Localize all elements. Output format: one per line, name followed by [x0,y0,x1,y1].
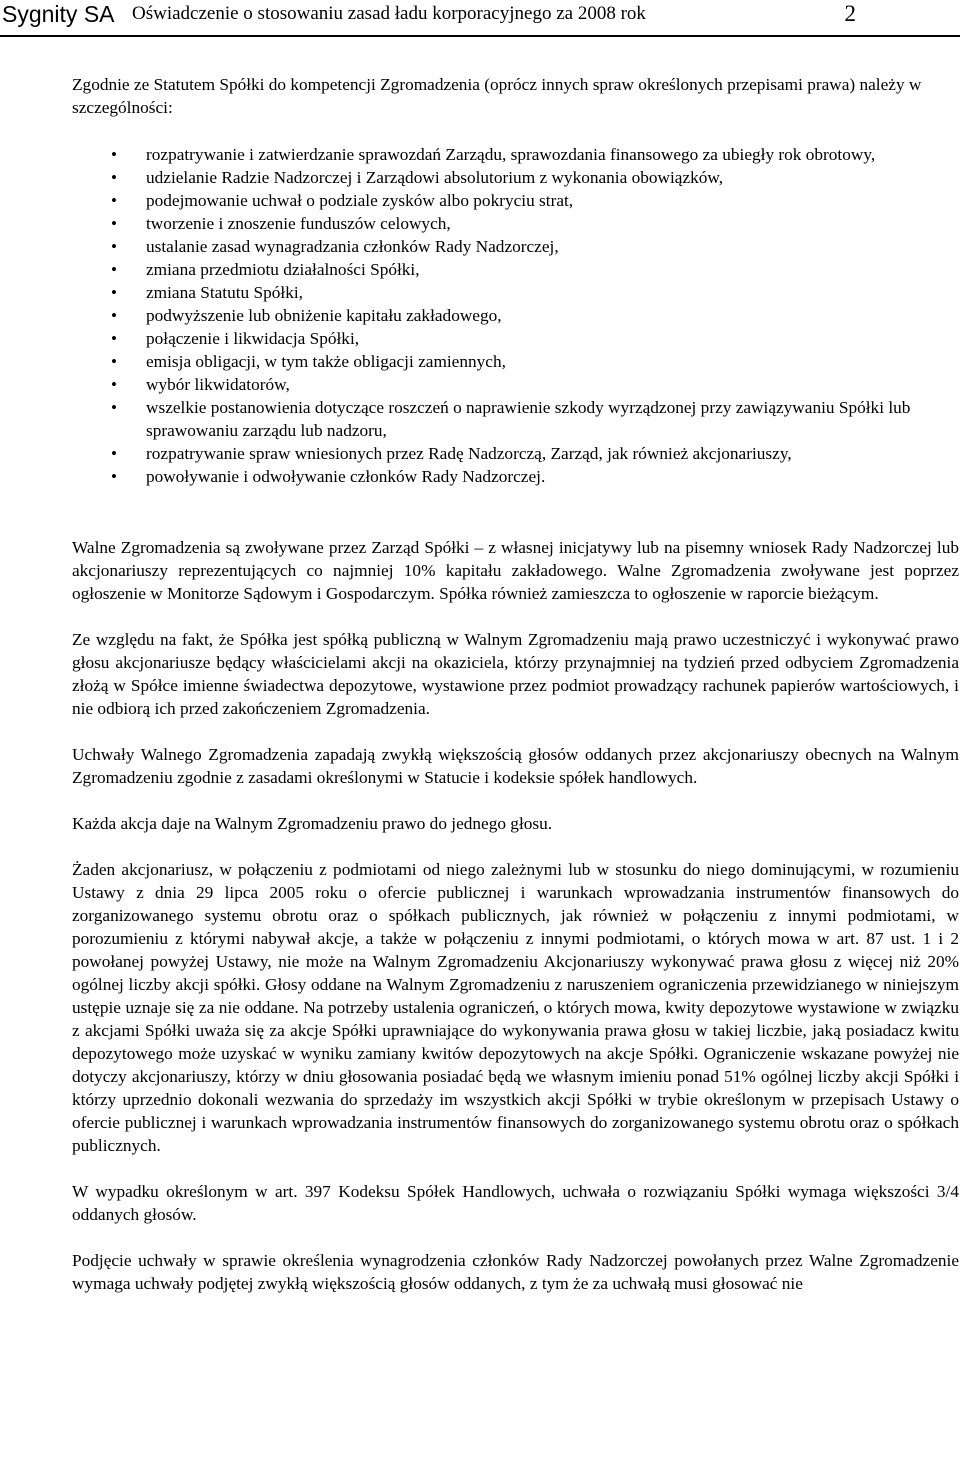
list-item: • połączenie i likwidacja Spółki, [72,327,959,350]
paragraph-one-share-one-vote: Każda akcja daje na Walnym Zgromadzeniu prawo do jednego głosu. [72,814,553,833]
paragraph-dissolution: W wypadku określonym w art. 397 Kodeksu Spółek Handlowych, uchwała o rozwiązaniu Spółki wymaga większości 3/4 oddanych głosów. [72,1182,959,1224]
page-number: 2 [844,1,856,26]
list-item: • wybór likwidatorów, [72,373,959,396]
list-item: • rozpatrywanie spraw wniesionych przez Radę Nadzorczą, Zarząd, jak również akcjonariuszy, [72,442,959,465]
list-item: • wszelkie postanowienia dotyczące roszczeń o naprawienie szkody wyrządzonej przy zawiązywaniu Spółki lub sprawowaniu zarządu lub nadzoru, [72,396,959,442]
list-item: • emisja obligacji, w tym także obligacji zamiennych, [72,350,959,373]
paragraph-resolutions: Uchwały Walnego Zgromadzenia zapadają zwykłą większością głosów oddanych przez akcjonariuszy obecnych na Walnym Zgromadzeniu zgodnie z zasadami określonymi w Statucie i kodeksie spółek handlowych. [72,745,959,787]
list-item: • tworzenie i znoszenie funduszów celowych, [72,212,959,235]
list-item: • zmiana przedmiotu działalności Spółki, [72,258,959,281]
competence-list [72,143,959,488]
paragraph-remuneration: Podjęcie uchwały w sprawie określenia wynagrodzenia członków Rady Nadzorczej powołanych przez Walne Zgromadzenie wymaga uchwały podjętej zwykłą większością głosów oddanych, z tym że za uchwałą musi głosować nie [72,1251,959,1293]
list-item: • ustalanie zasad wynagradzania członków Rady Nadzorczej, [72,235,959,258]
list-item: • rozpatrywanie i zatwierdzanie sprawozdań Zarządu, sprawozdania finansowego za ubiegły rok obrotowy, [72,143,959,166]
paragraph-participation: Ze względu na fakt, że Spółka jest spółką publiczną w Walnym Zgromadzeniu mają prawo uczestniczyć i wykonywać prawo głosu akcjonariusze będący właścicielami akcji na okaziciela, którzy przynajmniej na tydzień przed odbyciem Zgromadzenia złożą w Spółce imienne świadectwa depozytowe, wystawione przez podmiot prowadzący rachunek papierów wartościowych, i nie odbiorą ich przed zakończeniem Zgromadzenia. [72,630,959,718]
document-body [72,73,959,1318]
company-name: Sygnity SA [2,1,115,27]
paragraph-voting-limit: Żaden akcjonariusz, w połączeniu z podmiotami od niego zależnymi lub w stosunku do niego dominującymi, w rozumieniu Ustawy z dnia 29 lipca 2005 roku o ofercie publicznej i warunkach wprowadzania instrumentów finansowych do zorganizowanego systemu obrotu oraz o spółkach publicznych, jak również w połączeniu z innymi podmiotami, w porozumieniu z którymi nabywał akcje, a także w połączeniu z innymi podmiotami, o których mowa w art. 87 ust. 1 i 2 powołanej powyżej Ustawy, nie może na Walnym Zgromadzeniu Akcjonariuszy wykonywać prawa głosu z więcej niż 20% ogólnej liczby akcji spółki. Głosy oddane na Walnym Zgromadzeniu z naruszeniem ograniczenia przewidzianego w niniejszym ustępie uznaje się za nie oddane. Na potrzeby ustalenia ograniczeń, o których mowa, kwity depozytowe wystawione w związku z akcjami Spółki uważa się za akcje Spółki uprawniające do wykonywania prawa głosu w takiej liczbie, jaką posiadacz kwitu depozytowego może uzyskać w wyniku zamiany kwitów depozytowych na akcje Spółki. Ograniczenie wskazane powyżej nie dotyczy akcjonariuszy, którzy w dniu głosowania posiadać będą we własnym imieniu ponad 51% ogólnej liczby akcji Spółki i którzy uprzednio dokonali wezwania do sprzedaży im wszystkich akcji Spółki w trybie określonym w przepisach Ustawy o ofercie publicznej i warunkach wprowadzania instrumentów finansowych do zorganizowanego systemu obrotu oraz o spółkach publicznych. [72,860,959,1155]
header-rule [0,35,960,37]
list-item: • podwyższenie lub obniżenie kapitału zakładowego, [72,304,959,327]
list-item: • udzielanie Radzie Nadzorczej i Zarządowi absolutorium z wykonania obowiązków, [72,166,959,189]
list-item: • podejmowanie uchwał o podziale zysków albo pokryciu strat, [72,189,959,212]
page-header [0,0,960,38]
list-item: • zmiana Statutu Spółki, [72,281,959,304]
list-item: • powoływanie i odwoływanie członków Rady Nadzorczej. [72,465,959,488]
intro-paragraph: Zgodnie ze Statutem Spółki do kompetencji Zgromadzenia (oprócz innych spraw określonych przepisami prawa) należy w szczególności: [72,75,922,117]
paragraph-convening: Walne Zgromadzenia są zwoływane przez Zarząd Spółki – z własnej inicjatywy lub na pisemny wniosek Rady Nadzorczej lub akcjonariuszy reprezentujących co najmniej 10% kapitału zakładowego. Walne Zgromadzenia zwoływane jest poprzez ogłoszenie w Monitorze Sądowym i Gospodarczym. Spółka również zamieszcza to ogłoszenie w raporcie bieżącym. [72,538,959,603]
document-title: Oświadczenie o stosowaniu zasad ładu korporacyjnego za 2008 rok [132,3,646,24]
